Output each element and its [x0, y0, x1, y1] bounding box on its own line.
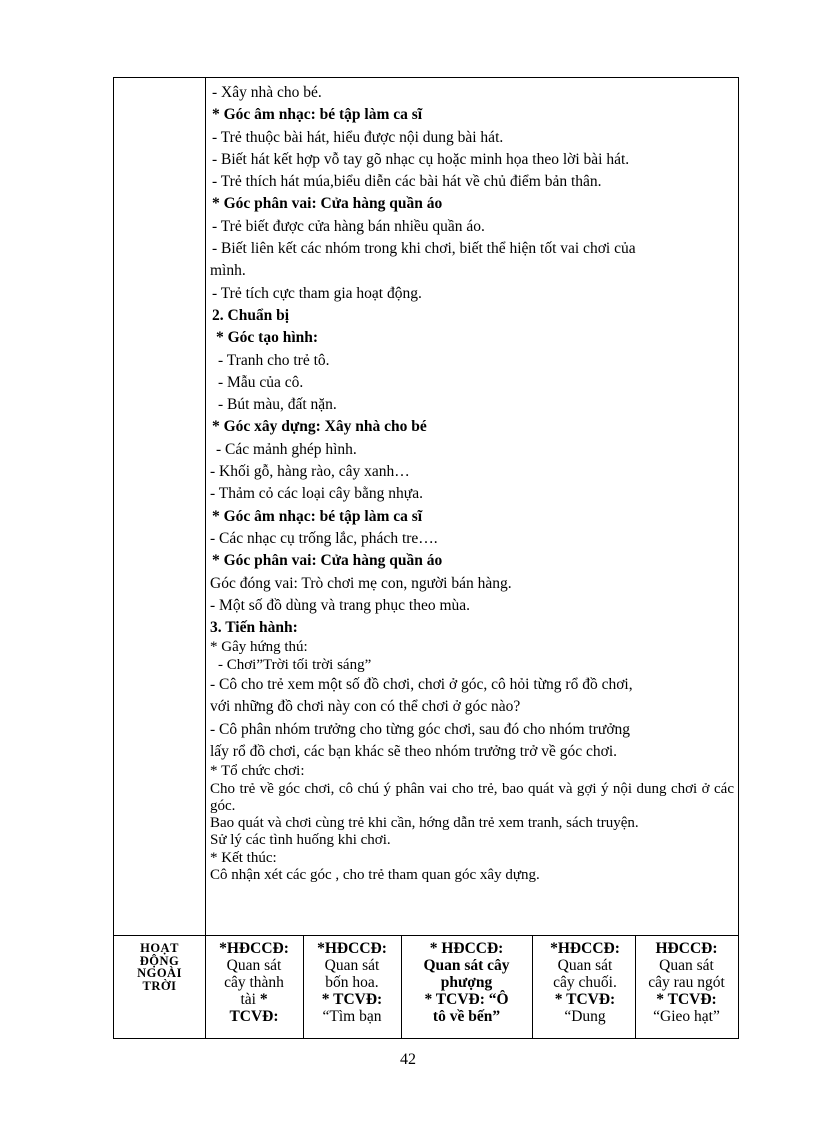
cell-text: “Dung [564, 1008, 606, 1025]
row-label-line: ĐỘNG [139, 953, 180, 968]
text-line: - Các mảnh ghép hình. [216, 440, 357, 458]
cell-heading: *HĐCCĐ: [219, 940, 289, 957]
section-heading: 2. Chuẩn bị [212, 306, 290, 324]
text-line: Bao quát và chơi cùng trẻ khi cần, hớng dẫn trẻ xem tranh, sách truyện. [210, 815, 639, 832]
cell-text: TCVĐ: [229, 1008, 279, 1025]
cell-text: * TCVĐ: [554, 991, 616, 1008]
page-number: 42 [400, 1051, 416, 1068]
text-line: - Xây nhà cho bé. [212, 84, 322, 101]
cell-text: * TCVĐ: [321, 991, 383, 1008]
cell-text-part: tài [240, 991, 256, 1008]
schedule-table [113, 77, 739, 1039]
cell-heading: * HĐCCĐ: [429, 940, 504, 957]
text-line: * Gây hứng thú: [210, 639, 308, 656]
text-line: lấy rổ đồ chơi, các bạn khác sẽ theo nhóm trưởng trở về góc chơi. [210, 742, 618, 760]
cell-text [205, 991, 303, 1008]
section-heading: * Góc phân vai: Cửa hàng quần áo [212, 552, 443, 570]
cell-text: cây chuối. [553, 974, 617, 991]
cell-text: * TCVĐ: [656, 991, 717, 1008]
cell-text: “Tìm bạn [322, 1008, 382, 1025]
cell-heading: HĐCCĐ: [655, 940, 718, 957]
day-cell-1 [205, 936, 303, 1038]
cell-text: Quan sát [557, 957, 613, 974]
section-heading: * Góc tạo hình: [216, 329, 319, 347]
column-divider [205, 78, 206, 1038]
text-line: Cho trẻ về góc chơi, cô chú ý phân vai cho trẻ, bao quát và gợi ý nội dung chơi ở các góc. [210, 780, 734, 814]
section-heading: * Góc âm nhạc: bé tập làm ca sĩ [212, 507, 423, 525]
cell-text: cây rau ngót [648, 974, 725, 991]
cell-text: tô về bến” [432, 1008, 501, 1025]
text-line: với những đồ chơi này con có thể chơi ở góc nào? [210, 698, 521, 716]
cell-text: * TCVĐ: “Ô [424, 991, 509, 1008]
text-line: * Kết thúc: [210, 849, 277, 866]
text-line: * Tổ chức chơi: [210, 763, 305, 780]
activities-content [210, 82, 734, 884]
text-line: - Trẻ thích hát múa,biểu diễn các bài hát về chủ điểm bản thân. [212, 173, 602, 191]
cell-heading: *HĐCCĐ: [550, 940, 620, 957]
day-cell-3 [401, 936, 532, 1038]
text-line: Cô nhận xét các góc , cho trẻ tham quan góc xây dựng. [210, 866, 540, 883]
text-line: - Khối gỗ, hàng rào, cây xanh… [210, 463, 410, 481]
text-line: - Tranh cho trẻ tô. [218, 351, 330, 369]
cell-text: Quan sát [324, 957, 380, 974]
row-label-outdoor [114, 936, 205, 1038]
text-line: - Cô phân nhóm trưởng cho từng góc chơi, sau đó cho nhóm trưởng [210, 720, 631, 738]
section-heading: * Góc phân vai: Cửa hàng quần áo [212, 195, 443, 213]
text-line: - Trẻ tích cực tham gia hoạt động. [212, 284, 422, 302]
section-heading: * Góc xây dựng: Xây nhà cho bé [212, 418, 427, 436]
cell-text: bốn hoa. [325, 974, 379, 991]
section-heading: * Góc âm nhạc: bé tập làm ca sĩ [212, 106, 423, 124]
text-line: - Mẫu của cô. [218, 373, 304, 391]
cell-text: Quan sát [226, 957, 282, 974]
text-line: - Biết liên kết các nhóm trong khi chơi, biết thể hiện tốt vai chơi của [212, 240, 636, 258]
text-line: Góc đóng vai: Trò chơi mẹ con, người bán hàng. [210, 574, 512, 592]
text-line: - Bút màu, đất nặn. [218, 396, 337, 414]
cell-text: Quan sát cây [423, 957, 510, 974]
text-line: - Trẻ thuộc bài hát, hiểu được nội dung bài hát. [212, 128, 504, 146]
day-cell-5 [635, 936, 738, 1038]
column-divider [532, 936, 533, 1038]
text-line: - Trẻ biết được cửa hàng bán nhiều quần áo. [212, 217, 485, 235]
day-cell-4 [535, 936, 635, 1038]
text-line: Sử lý các tình huống khi chơi. [210, 832, 391, 849]
cell-text: cây thành [224, 974, 284, 991]
text-line: - Thảm cỏ các loại cây bằng nhựa. [210, 485, 423, 503]
row-label-line: HOẠT [140, 941, 179, 955]
text-line: mình. [210, 262, 246, 280]
cell-text: “Gieo hạt” [653, 1008, 720, 1025]
row-label-line: NGOÀI [137, 966, 182, 980]
row-label-line: TRỜI [142, 978, 177, 993]
cell-text-part: * [259, 991, 268, 1008]
section-heading: 3. Tiến hành: [210, 619, 298, 637]
cell-text: Quan sát [659, 957, 714, 974]
outdoor-activities-row [114, 936, 738, 1038]
day-cell-2 [303, 936, 401, 1038]
cell-heading: *HĐCCĐ: [317, 940, 387, 957]
text-line: - Cô cho trẻ xem một số đồ chơi, chơi ở góc, cô hỏi từng rổ đồ chơi, [210, 676, 633, 694]
text-line: - Một số đồ dùng và trang phục theo mùa. [210, 596, 471, 614]
text-line: - Biết hát kết hợp vỗ tay gõ nhạc cụ hoặc minh họa theo lời bài hát. [212, 150, 630, 168]
cell-text: phượng [440, 974, 493, 991]
text-line: - Các nhạc cụ trống lắc, phách tre…. [210, 529, 438, 547]
text-line: - Chơi”Trời tối trời sáng” [218, 656, 372, 673]
